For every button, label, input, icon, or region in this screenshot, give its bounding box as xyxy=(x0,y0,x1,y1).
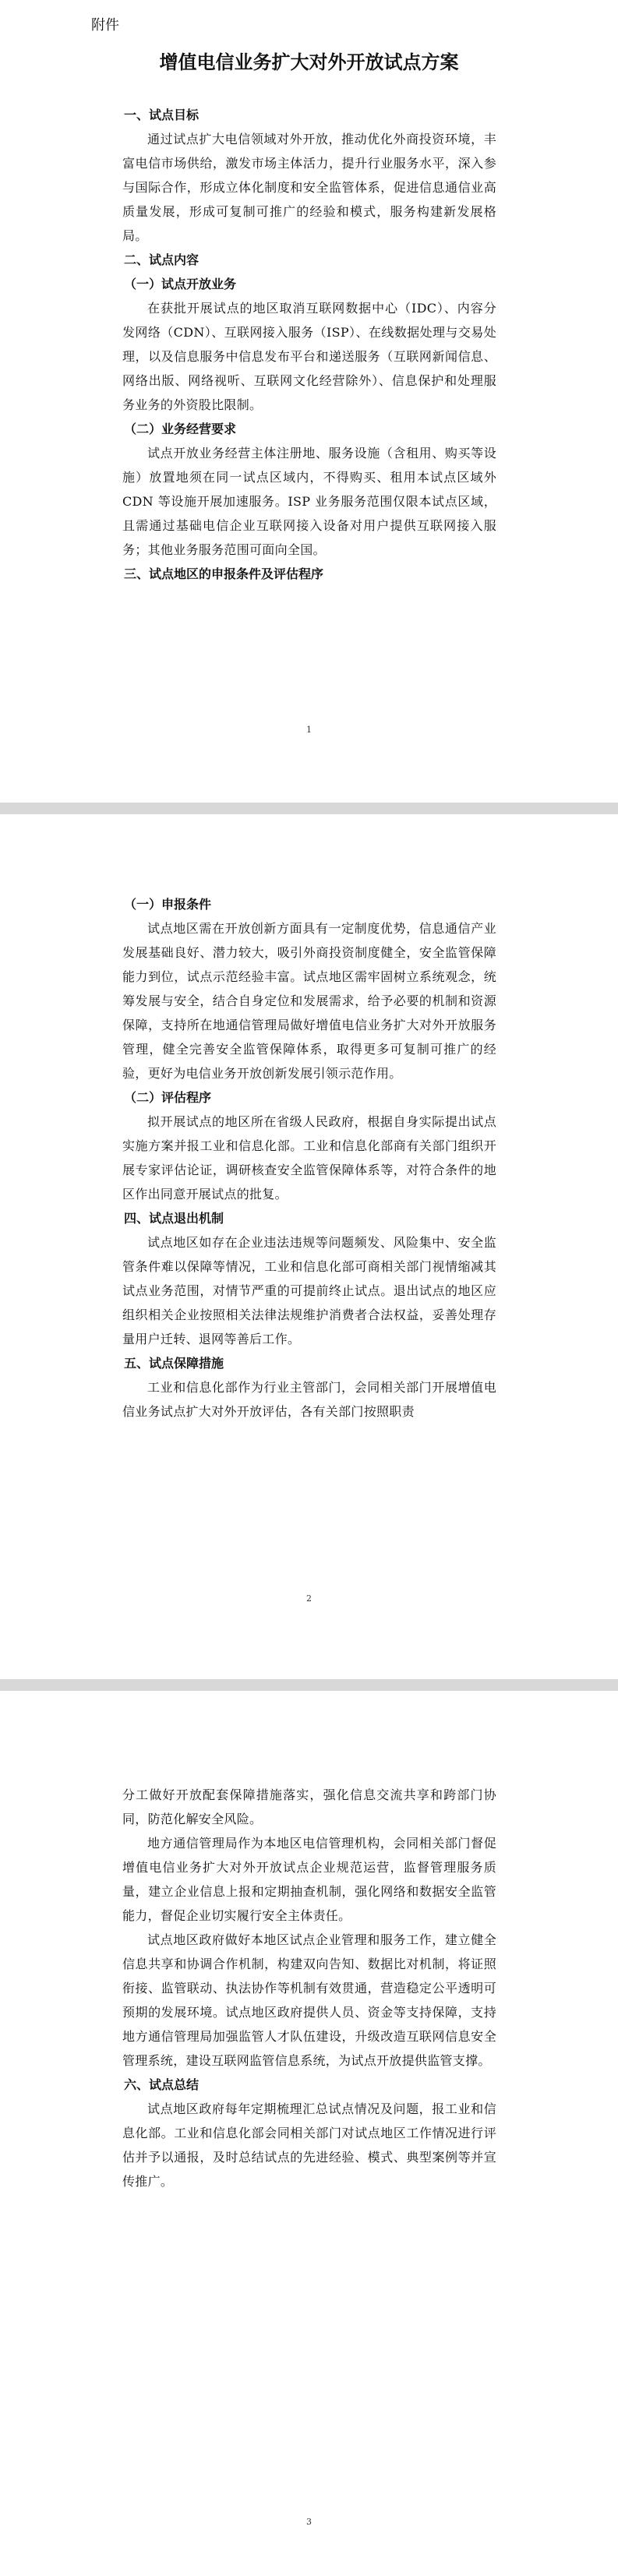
document-page-2 xyxy=(0,814,618,1679)
document-page-3 xyxy=(0,1691,618,2576)
section-5-paragraph-3: 试点地区政府做好本地区试点企业管理和服务工作，建立健全信息共享和协调合作机制，构建双向告知、数据比对机制，将证照衔接、监管联动、执法协作等机制有效贯通，营造稳定公平透明可预期的发展环境。试点地区政府提供人员、资金等支持保障，支持地方通信管理局加强监管人才队伍建设，升级改造互联网信息安全管理系统，建设互联网监管信息系统，为试点开放提供监管支撑。 xyxy=(122,1932,496,2068)
section-5-paragraph-1-end: 分工做好开放配套保障措施落实，强化信息交流共享和跨部门协同，防范化解安全风险。 xyxy=(122,1787,496,1826)
section-6-heading: 六、试点总结 xyxy=(124,2077,200,2092)
page-number-1: 1 xyxy=(306,725,312,735)
section-4-paragraph: 试点地区如存在企业违法违规等问题频发、风险集中、安全监管条件难以保障等情况，工业和信息化部可商相关部门视情缩减其试点业务范围，对情节严重的可提前终止试点。退出试点的地区应组织相关企业按照相关法律法规维护消费者合法权益，妥善处理存量用户迁转、退网等善后工作。 xyxy=(122,1235,496,1346)
section-2-heading: 二、试点内容 xyxy=(124,252,200,267)
section-3-sub-1-heading: （一）申报条件 xyxy=(124,897,212,912)
page-number-2: 2 xyxy=(306,1593,312,1604)
section-1-heading: 一、试点目标 xyxy=(124,108,200,122)
section-1-paragraph: 通过试点扩大电信领域对外开放，推动优化外商投资环境，丰富电信市场供给，激发市场主体活力，提升行业服务水平，深入参与国际合作，形成立体化制度和安全监管体系，促进信息通信业高质量发展，形成可复制可推广的经验和模式，服务构建新发展格局。 xyxy=(122,132,496,243)
document-title: 增值电信业务扩大对外开放试点方案 xyxy=(159,51,459,73)
section-6-paragraph: 试点地区政府每年定期梳理汇总试点情况及问题，报工业和信息化部。工业和信息化部会同相关部门对试点地区工作情况进行评估并予以通报，及时总结试点的先进经验、模式、典型案例等并宣传推广。 xyxy=(122,2101,496,2189)
page-2-body xyxy=(122,892,496,1424)
section-3-sub-2-paragraph: 拟开展试点的地区所在省级人民政府，根据自身实际提出试点实施方案并报工业和信息化部。工业和信息化部商有关部门组织开展专家评估论证，调研核查安全监管保障体系等，对符合条件的地区作出同意开展试点的批复。 xyxy=(122,1114,496,1202)
document-page-1 xyxy=(0,0,618,803)
section-5-paragraph-1-start: 工业和信息化部作为行业主管部门，会同相关部门开展增值电信业务试点扩大对外开放评估，各有关部门按照职责 xyxy=(122,1380,496,1419)
section-3-heading: 三、试点地区的申报条件及评估程序 xyxy=(124,566,324,581)
section-2-sub-2-paragraph: 试点开放业务经营主体注册地、服务设施（含租用、购买等设施）放置地须在同一试点区域内，不得购买、租用本试点区域外 CDN 等设施开展加速服务。ISP 业务服务范围仅限本试点区域，且需通过基础电信企业互联网接入设备对用户提供互联网接入服务；其他业务服务范围可面向全国。 xyxy=(122,446,496,557)
section-5-heading: 五、试点保障措施 xyxy=(124,1356,224,1371)
section-3-sub-1-paragraph: 试点地区需在开放创新方面具有一定制度优势，信息通信产业发展基础良好、潜力较大，吸引外商投资制度健全，安全监管保障能力到位，试点示范经验丰富。试点地区需牢固树立系统观念，统筹发展与安全，结合自身定位和发展需求，给予必要的机制和资源保障，支持所在地通信管理局做好增值电信业务扩大对外开放服务管理，健全完善安全监管保障体系，取得更多可复制可推广的经验，更好为电信业务开放创新发展引领示范作用。 xyxy=(122,921,496,1081)
section-2-sub-2-heading: （二）业务经营要求 xyxy=(124,422,237,436)
section-5-paragraph-2: 地方通信管理局作为本地区电信管理机构，会同相关部门督促增值电信业务扩大对外开放试点企业规范运营，监督管理服务质量，建立企业信息上报和定期抽查机制，强化网络和数据安全监管能力，督促企业切实履行安全主体责任。 xyxy=(122,1836,496,1923)
page-1-body xyxy=(122,103,496,586)
section-2-sub-1-heading: （一）试点开放业务 xyxy=(124,277,237,291)
section-4-heading: 四、试点退出机制 xyxy=(124,1211,224,1226)
page-number-3: 3 xyxy=(306,2517,312,2527)
section-2-sub-1-paragraph: 在获批开展试点的地区取消互联网数据中心（IDC）、内容分发网络（CDN）、互联网接入服务（ISP）、在线数据处理与交易处理，以及信息服务中信息发布平台和递送服务（互联网新闻信息、网络出版、网络视听、互联网文化经营除外）、信息保护和处理服务业务的外资股比限制。 xyxy=(122,301,496,412)
section-3-sub-2-heading: （二）评估程序 xyxy=(124,1090,212,1105)
attachment-label: 附件 xyxy=(91,17,119,34)
page-3-body xyxy=(122,1783,496,2193)
